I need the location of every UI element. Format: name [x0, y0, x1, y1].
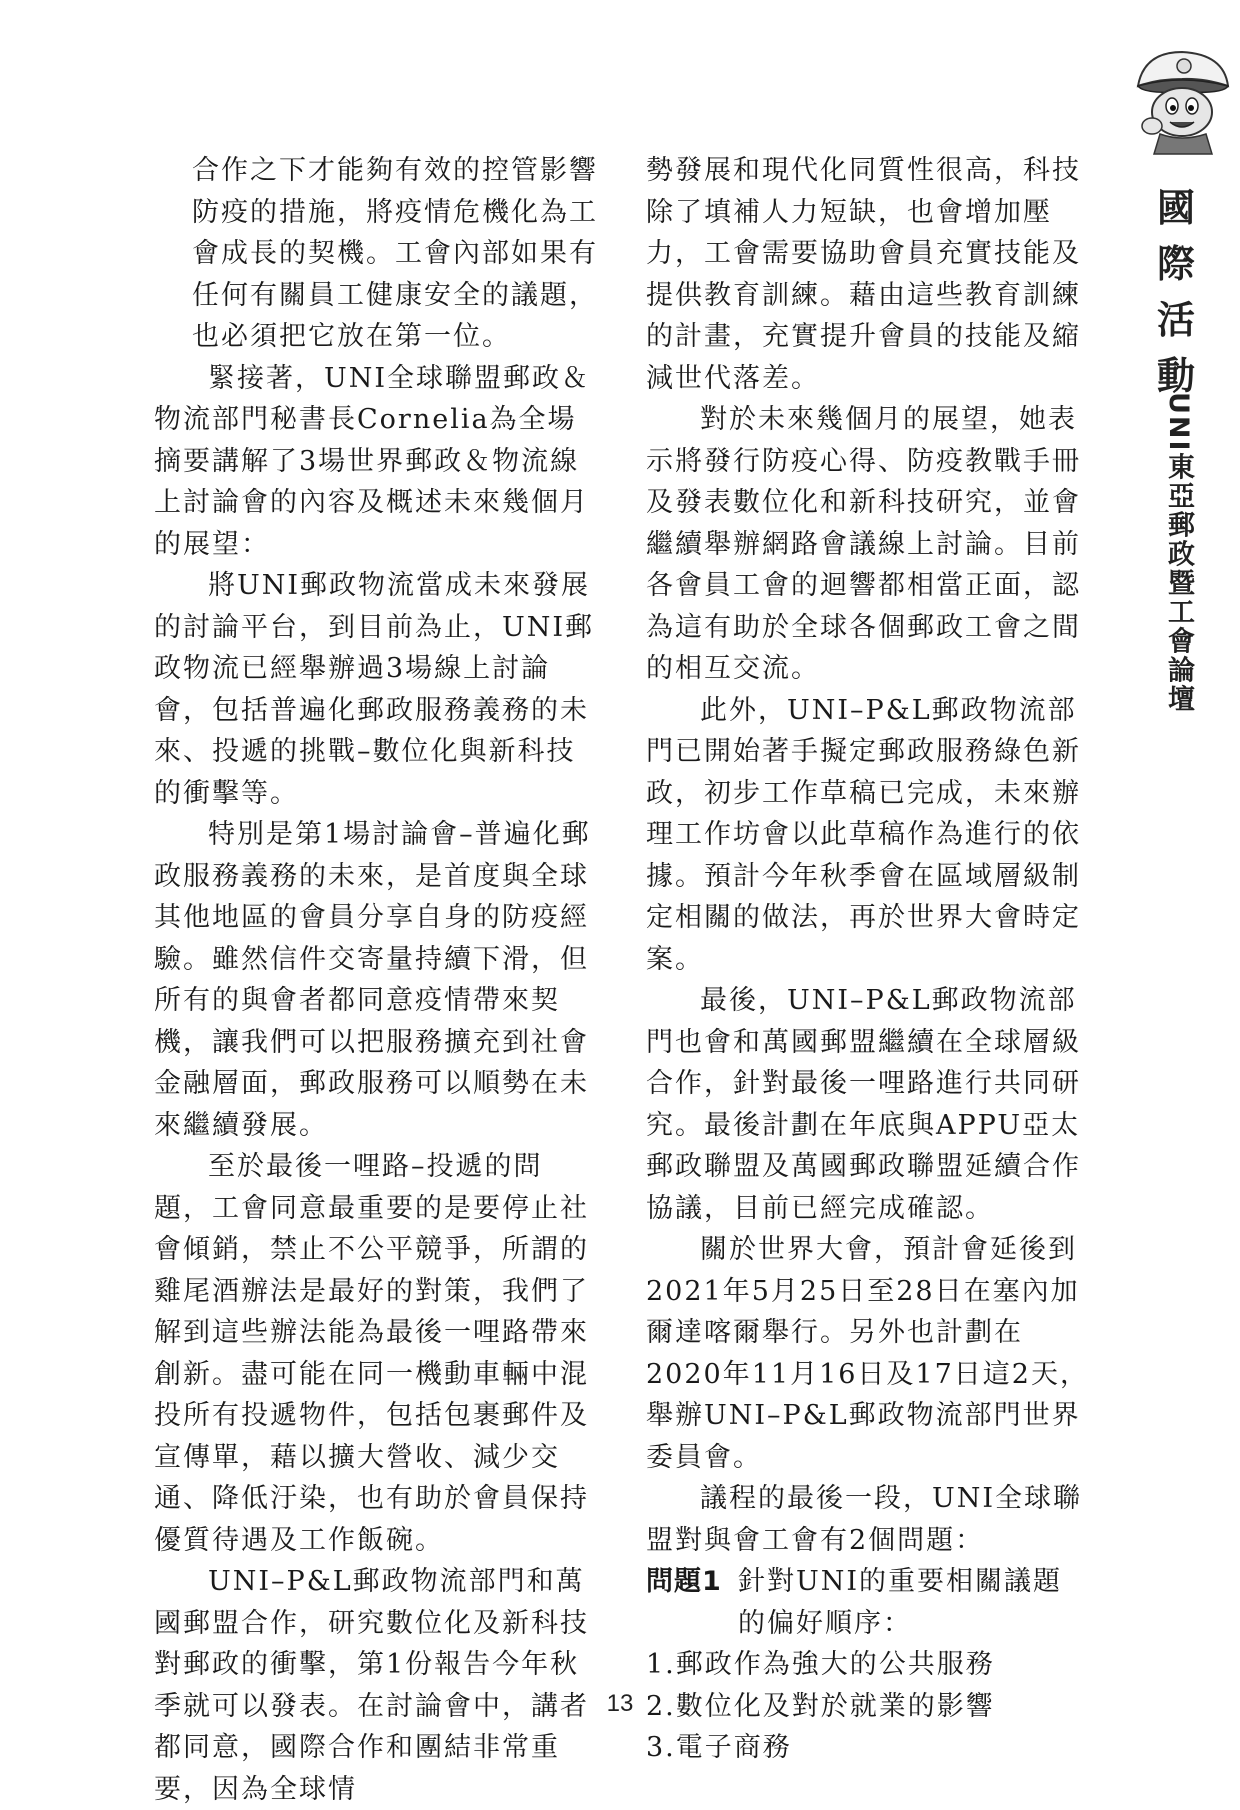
continuation-paragraph: 勢發展和現代化同質性很高，科技除了填補人力短缺，也會增加壓力，工會需要協助會員充實技能及提供教育訓練。藉由這些教育訓練的計畫，充實提升會員的技能及縮減世代落差。 — [646, 155, 1081, 394]
indented-block — [154, 150, 599, 358]
list-item: 3.電子商務 — [646, 1732, 792, 1763]
section-title: 國際活動 — [1156, 186, 1195, 398]
paragraph: UNI–P&L郵政物流部門和萬國郵盟合作，研究數位化及新科技對郵政的衝擊，第1份報告今年秋季就可以發表。在討論會中，講者都同意，國際合作和團結非常重要，因為全球情 — [154, 1566, 589, 1805]
paragraph: 將UNI郵政物流當成未來發展的討論平台，到目前為止，UNI郵政物流已經舉辦過3場線上討論會，包括普遍化郵政服務義務的未來、投遞的挑戰–數位化與新科技的衝擊等。 — [154, 570, 595, 809]
forum-title: UNI東亞郵政暨工會論壇 — [1163, 392, 1194, 714]
list-item: 2.數位化及對於就業的影響 — [646, 1690, 995, 1722]
paragraph: 對於未來幾個月的展望，她表示將發行防疫心得、防疫教戰手冊及發表數位化和新科技研究，並會繼續舉辦網路會議線上討論。目前各會員工會的迴響都相當正面，認為這有助於全球各個郵政工會之間的相互交流。 — [646, 404, 1081, 684]
right-column — [646, 150, 1091, 1769]
sidebar — [1124, 0, 1234, 760]
question-row — [646, 1561, 1091, 1644]
postman-mascot-icon — [1124, 46, 1234, 156]
page-number: 13 — [606, 1690, 634, 1717]
paragraph: 此外，UNI–P&L郵政物流部門已開始著手擬定郵政服務綠色新政，初步工作草稿已完成，未來辦理工作坊會以此草稿作為進行的依據。預計今年秋季會在區域層級制定相關的做法，再於世界大會時定案。 — [646, 694, 1081, 975]
indented-line: 會成長的契機。工會內部如果有 — [192, 238, 598, 269]
paragraph: 至於最後一哩路–投遞的問題，工會同意最重要的是要停止社會傾銷，禁止不公平競爭，所謂的雞尾酒辦法是最好的對策，我們了解到這些辦法能為最後一哩路帶來創新。盡可能在同一機動車輛中混投所有投遞物件，包括包裹郵件及宣傳單，藉以擴大營收、減少交通、降低汙染，也有助於會員保持優質待遇及工作飯碗。 — [154, 1151, 589, 1556]
paragraph: 最後，UNI–P&L郵政物流部門也會和萬國郵盟繼續在全球層級合作，針對最後一哩路進行共同研究。最後計劃在年底與APPU亞太郵政聯盟及萬國郵政聯盟延續合作協議，目前已經完成確認。 — [646, 985, 1081, 1224]
paragraph: 關於世界大會，預計會延後到2021年5月25日至28日在塞內加爾達喀爾舉行。另外也計劃在2020年11月16日及17日這2天，舉辦UNI–P&L郵政物流部門世界委員會。 — [646, 1234, 1089, 1473]
question-label: 問題1 — [646, 1566, 722, 1597]
indented-line: 任何有關員工健康安全的議題， — [192, 279, 598, 311]
indented-line: 防疫的措施，將疫情危機化為工 — [192, 196, 598, 228]
paragraph: 議程的最後一段，UNI全球聯盟對與會工會有2個問題： — [646, 1483, 1083, 1556]
paragraph: 特別是第1場討論會–普遍化郵政服務義務的未來，是首度與全球其他地區的會員分享自身的防疫經驗。雖然信件交寄量持續下滑，但所有的與會者都同意疫情帶來契機，讓我們可以把服務擴充到社會金融層面，郵政服務可以順勢在未來繼續發展。 — [154, 819, 591, 1141]
left-column — [154, 150, 599, 1810]
indented-line: 合作之下才能夠有效的控管影響 — [192, 155, 598, 186]
paragraph: 緊接著，UNI全球聯盟郵政＆物流部門秘書長Cornelia為全場摘要講解了3場世界郵政＆物流線上討論會的內容及概述未來幾個月的展望： — [154, 362, 591, 560]
question-text: 針對UNI的重要相關議題的偏好順序： — [738, 1566, 1063, 1639]
indented-line: 也必須把它放在第一位。 — [192, 321, 511, 352]
list-item: 1.郵政作為強大的公共服務 — [646, 1649, 995, 1680]
